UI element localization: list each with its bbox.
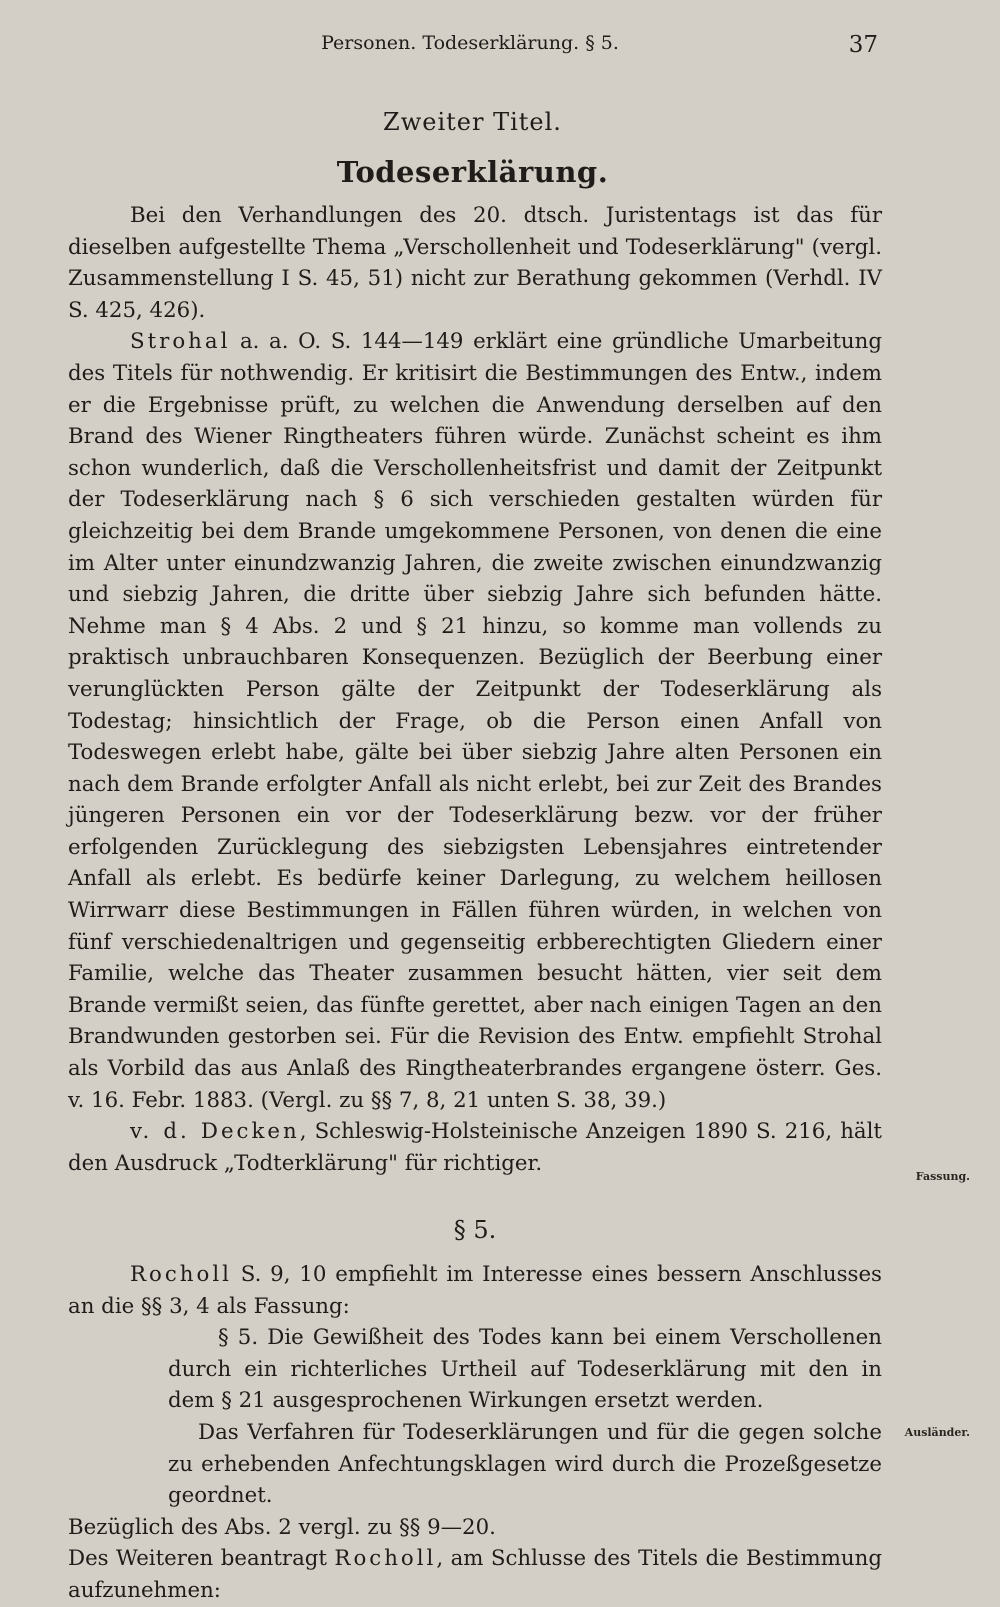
paragraph-3: v. d. Decken, Schleswig-Holsteinische Anzeigen 1890 S. 216, hält den Ausdruck „Todterklärung" für richtiger. (68, 1119, 882, 1176)
part-title: Zweiter Titel. (383, 108, 562, 136)
author-name: v. d. Decken (130, 1119, 300, 1145)
chapter-title: Todeserklärung. (336, 155, 609, 189)
paragraph-6: Des Weiteren beantragt Rocholl, am Schlusse des Titels die Bestimmung aufzunehmen: (68, 1546, 882, 1603)
paragraph-4: Rocholl S. 9, 10 empfiehlt im Interesse eines bessern Anschlusses an die §§ 3, 4 als Fassung: (68, 1262, 882, 1319)
author-name: Rocholl (334, 1546, 437, 1572)
paragraph-5: Bezüglich des Abs. 2 vergl. zu §§ 9—20. (68, 1514, 496, 1540)
margin-note-auslaender: Ausländer. (904, 1426, 970, 1439)
author-name: Strohal (130, 329, 231, 355)
author-name: Rocholl (130, 1262, 232, 1287)
running-head: Personen. Todeserklärung. § 5. (321, 32, 619, 54)
paragraph-2: Strohal a. a. O. S. 144—149 erklärt eine gründliche Umarbeitung des Titels für nothwendig. Er kritisirt die Bestimmungen des Entw., indem er die Ergebnisse prüft, zu welchen die Anwendung derselben auf den Brand des Wiener Ringtheaters führen würde. Zunächst scheint es ihm schon wunderlich, daß die Verschollenheitsfrist und damit der Zeitpunkt der Todeserklärung nach § 6 sich verschieden gestalten würden für gleichzeitig bei dem Brande umgekommene Personen, von denen die eine im Alter unter einundzwanzig Jahren, die zweite zwischen einundzwanzig und siebzig Jahren, die dritte über siebzig Jahre sich befunden hätte. Nehme man § 4 Abs. 2 und § 21 hinzu, so komme man vollends zu praktisch unbrauchbaren Konsequenzen. Bezüglich der Beerbung einer verunglückten Person gälte der Zeitpunkt der Todeserklärung als Todestag; hinsichtlich der Frage, ob die Person einen Anfall von Todeswegen erlebt habe, gälte bei über siebzig Jahre alten Personen ein nach dem Brande erfolgter Anfall als nicht erlebt, bei zur Zeit des Brandes jüngeren Personen ein vor der Todeserklärung bezw. vor der früher erfolgenden Zurücklegung des siebzigsten Lebensjahres eintretender Anfall als erlebt. Es bedürfe keiner Darlegung, zu welchem heillosen Wirrwarr diese Bestimmungen in Fällen führen würden, in welchen von fünf verschiedenaltrigen und gegenseitig erbberechtigten Gliedern einer Familie, welche das Theater zusammen besucht hätten, vier seit dem Brande vermißt seien, das fünfte gerettet, aber nach einigen Tagen an den Brandwunden gestorben sei. Für die Revision des Entw. empfiehlt Strohal als Vorbild das aus Anlaß des Ringtheaterbrandes ergangene österr. Ges. v. 16. Febr. 1883. (Vergl. zu §§ 7, 8, 21 unten S. 38, 39.) (68, 329, 882, 1113)
page-header (0, 30, 1000, 64)
section-heading: § 5. (453, 1216, 497, 1245)
paragraph-1: Bei den Verhandlungen des 20. dtsch. Juristentags ist das für dieselben aufgestellte Thema „Verschollenheit und Todeserklärung" (vergl. Zusammenstellung I S. 45, 51) nicht zur Berathung gekommen (Verhdl. IV S. 425, 426). (68, 203, 882, 323)
quoted-paragraph-1: § 5. Die Gewißheit des Todes kann bei einem Verschollenen durch ein richterliches Urtheil auf Todeserklärung mit den in dem § 21 ausgesprochenen Wirkungen ersetzt werden. (168, 1325, 882, 1414)
margin-note-fassung: Fassung. (915, 1170, 970, 1183)
body-text (68, 200, 882, 1607)
page-number: 37 (848, 32, 878, 58)
quoted-paragraph-2: Das Verfahren für Todeserklärungen und für die gegen solche zu erhebenden Anfechtungsklagen wird durch die Prozeßgesetze geordnet. (168, 1419, 882, 1509)
